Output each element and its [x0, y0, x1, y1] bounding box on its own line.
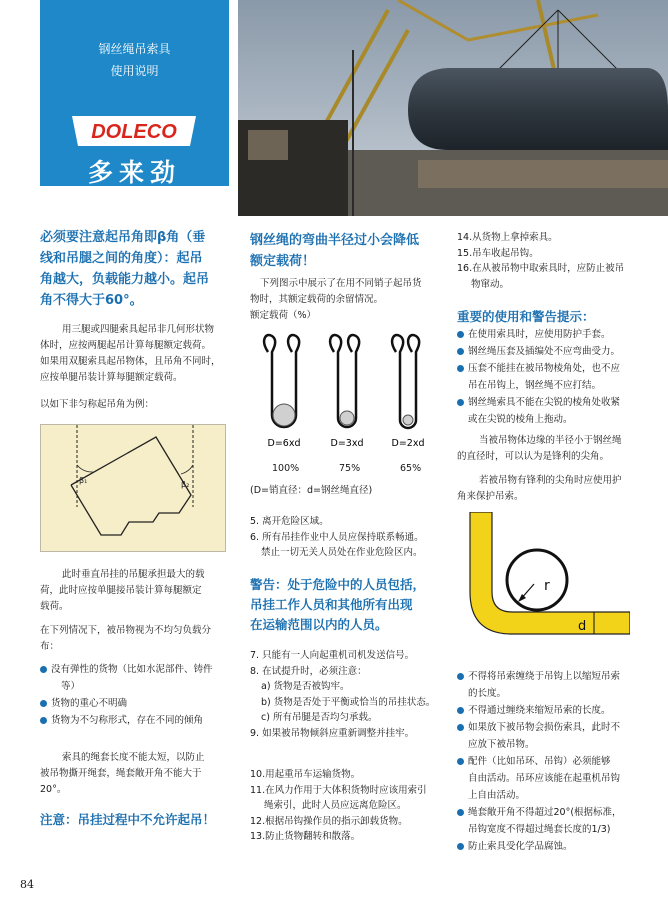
fig-6d	[264, 335, 299, 427]
beta-angle-heading: 必须要注意起吊角即β角（垂 线和吊腿之间的角度）：起吊 角越大，负载能力越小。起吊 角不得大于60°。	[40, 230, 210, 308]
bend-radius-intro: 下列图示中展示了在用不同销子起吊货 物时，其额定载荷的余留情况。 额定载荷（%）	[250, 278, 422, 321]
three-leg-paragraph: 用三腿或四腿索具起吊非几何形状物 体时，应按两腿起吊计算每腿额定载荷。 如果用双腿索具起吊物体，且吊角不同时， 应按单腿吊装计算每腿额定载荷。	[40, 324, 221, 383]
list-item: 配件（比如吊环、吊钩）必须能够 自由活动。吊环应该能在起重机吊钩 上自由活动。	[457, 753, 662, 804]
brand-line2: 使用说明	[110, 64, 159, 78]
fig-percent: 65%	[400, 463, 422, 474]
fig-percent: 100%	[272, 463, 300, 474]
corner-protector-paragraph: 若被吊物有锋利的尖角时应使用护 角来保护吊索。	[457, 475, 622, 502]
warning-tips-list-b	[457, 668, 662, 855]
doleco-logo	[72, 116, 196, 146]
brand-block	[40, 0, 229, 186]
sharp-edge-paragraph: 当被吊物体边缘的半径小于钢丝绳 的直径时，可以认为是锋利的尖角。	[457, 435, 622, 462]
fig-percent: 75%	[339, 463, 361, 474]
uneven-load-intro: 在下列情况下，被吊物视为不均匀负载分 布：	[40, 625, 212, 652]
corner-protector-diagram	[462, 512, 630, 652]
fig-label: D=2xd	[391, 438, 425, 449]
list-item: 货物的重心不明确	[40, 695, 230, 712]
bend-radius-diagram	[250, 330, 450, 450]
brand-line1: 钢丝绳吊索具	[98, 42, 171, 56]
list-item: 绳套敞开角不得超过20°(根据标准， 吊钩宽度不得超过绳套长度的1/3)	[457, 804, 662, 838]
items-10-13: 10.用起重吊车运输货物。 11.在风力作用于大体积货物时应该用索引 绳索引，此时人员应远离危险区。 12.根据吊钩操作员的指示卸载货物。 13.防止货物翻转和散落。	[250, 769, 427, 842]
radius-label: r	[544, 578, 550, 594]
list-item: 钢丝绳索具不能在尖锐的棱角处收紧 或在尖锐的棱角上拖动。	[457, 394, 662, 428]
logo-text: DOLECO	[91, 121, 177, 143]
example-label: 以如下非匀称起吊角为例：	[40, 399, 155, 410]
fig-label: D=6xd	[267, 438, 301, 449]
list-item: 不得通过缠绕来缩短吊索的长度。	[457, 702, 662, 719]
brand-name-cn: 多来劲	[87, 158, 181, 187]
list-item: 货物为不匀称形式，存在不同的倾角	[40, 712, 230, 729]
bend-radius-heading: 钢丝绳的弯曲半径过小会降低 额定载荷！	[250, 233, 420, 269]
beta2-label: β₂	[181, 480, 190, 489]
notice-no-lift: 注意：吊挂过程中不允许起吊！	[40, 812, 216, 827]
asymmetric-angle-diagram	[40, 424, 226, 552]
list-item: 钢丝绳压套及插编处不应弯曲受力。	[457, 343, 662, 360]
items-5-6: 5. 离开危险区域。 6. 所有吊挂作业中人员应保持联系畅通。 禁止一切无关人员处在作业危险区内。	[250, 516, 424, 558]
fig-label: D=3xd	[330, 438, 364, 449]
fig-2d	[392, 335, 419, 428]
fig-3d	[330, 335, 359, 427]
list-item: 在使用索具时，应使用防护手套。	[457, 326, 662, 343]
warning-tips-heading: 重要的使用和警告提示：	[457, 309, 595, 324]
list-item: 压套不能挂在被吊物棱角处，也不应 吊在吊钩上，钢丝绳不应打结。	[457, 360, 662, 394]
beta1-label: β₁	[79, 476, 88, 485]
diameter-label: d	[578, 619, 587, 634]
list-item: 没有弹性的货物（比如水泥部件、铸件 等）	[40, 661, 230, 695]
diameter-legend: (D=销直径：d=钢丝绳直径)	[250, 485, 373, 496]
list-item: 防止索具受化学品腐蚀。	[457, 838, 662, 855]
max-load-paragraph: 此时垂直吊挂的吊腿承担最大的载 荷，此时应按单腿接吊装计算每腿额定 载荷。	[40, 569, 205, 612]
sling-length-paragraph: 索具的绳套长度不能太短，以防止 被吊物撕开绳套，绳套敞开角不能大于 20°。	[40, 752, 205, 795]
items-14-16: 14.从货物上拿掉索具。 15.吊车收起吊钩。 16.在从被吊物中取索具时，应防止被吊 物窜动。	[457, 232, 625, 290]
items-7-9: 7. 只能有一人向起重机司机发送信号。 8. 在试提升时，必须注意： a) 货物是否被钩牢。 b) 货物是否处于平衡或恰当的吊挂状态。 c) 所有吊腿是否均匀承载。 9. 如果被吊物倾斜应重新调整并挂牢。	[250, 650, 436, 739]
list-item: 如果放下被吊物会损伤索具，此时不 应放下被吊物。	[457, 719, 662, 753]
danger-warning: 警告：处于危险中的人员包括， 吊挂工作人员和其他所有出现 在运输范围以内的人员。	[250, 577, 426, 632]
warning-tips-list-a	[457, 326, 662, 428]
list-item: 不得将吊索缠绕于吊钩上以缩短吊索 的长度。	[457, 668, 662, 702]
uneven-load-list	[40, 661, 230, 729]
crane-photo	[238, 0, 668, 216]
page-number: 84	[20, 878, 34, 891]
